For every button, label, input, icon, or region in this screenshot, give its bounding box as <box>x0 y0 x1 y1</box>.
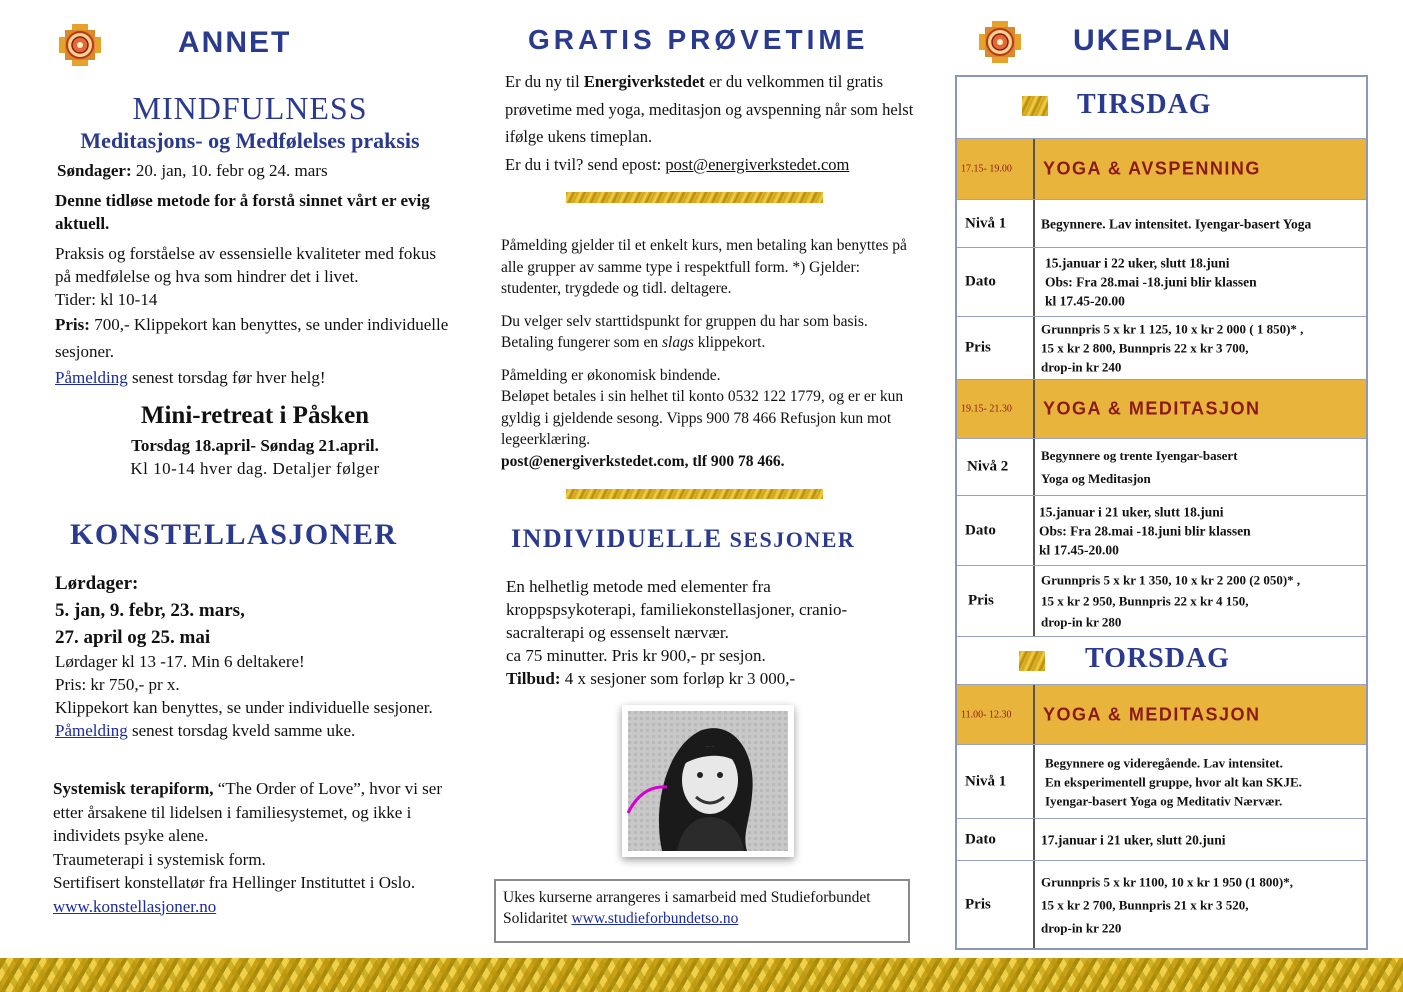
payment-p2 <box>501 311 916 354</box>
price-value: Grunnpris 5 x kr 1 125, 10 x kr 2 000 ( 1 850)* , 15 x kr 2 800, Bunnpris 22 x kr 3 700, drop-in kr 240 <box>1041 321 1304 375</box>
gratis-intro <box>505 68 915 178</box>
konst-klippekort: Klippekort kan benyttes, se under individuelle sesjoner. <box>55 698 433 717</box>
systemic-label: Systemisk terapiform, <box>53 779 214 798</box>
date-row <box>957 819 1366 861</box>
konstellasjoner-link[interactable]: www.konstellasjoner.no <box>53 896 217 916</box>
level-value: Begynnere. Lav intensitet. Iyengar-basert Yoga <box>1041 216 1312 231</box>
doubt-text: Er du i tvil? send epost: <box>505 154 666 174</box>
payment-p3: Påmelding er økonomisk bindende. Beløpet betales i sin helhet til konto 0532 122 1779, og er er kun gyldig i gjeldende sesong. Vipps 900 78 466 Refusjon kun mot legeerklæring. <box>501 366 904 448</box>
day-pattern-icon <box>1019 651 1045 671</box>
retreat-title: Mini-retreat i Påsken <box>140 402 370 429</box>
payment-contact: post@energiverkstedet.com, tlf 900 78 466. <box>501 452 785 470</box>
date-value: 17.januar i 21 uker, slutt 20.juni <box>1041 832 1226 847</box>
price-row <box>957 861 1366 948</box>
signup-text: senest torsdag før hver helg! <box>127 368 326 387</box>
intro-brand: Energiverkstedet <box>583 72 705 91</box>
retreat-detail: Kl 10-14 hver dag. Detaljer følger <box>130 459 380 478</box>
date-value: 15.januar i 21 uker, slutt 18.juni Obs: Fra 28.mai -18.juni blir klassen kl 17.45-20.00 <box>1039 504 1251 557</box>
class-row-thursday-yoga-meditasjon <box>957 685 1366 745</box>
payment-p2c: klippekort. <box>693 334 766 351</box>
individuelle-body <box>506 575 851 690</box>
date-value: 15.januar i 22 uker, slutt 18.juni Obs: Fra 28.mai -18.juni blir klassen kl 17.45-20.00 <box>1045 255 1257 309</box>
date-label: Dato <box>965 522 996 538</box>
price-label: Pris <box>965 339 991 356</box>
footer-text: Ukes kurserne arrangeres i samarbeid med Studieforbundet Solidaritet <box>503 889 871 927</box>
gratis-heading: GRATIS PRØVETIME <box>528 24 869 55</box>
class-row-yoga-meditasjon <box>957 380 1366 439</box>
level-row <box>957 745 1366 819</box>
mindfulness-intro: Denne tidløse metode for å forstå sinnet vårt er evig aktuell. <box>55 191 430 233</box>
ukeplan-heading: UKEPLAN <box>1073 24 1233 57</box>
level-row <box>957 200 1366 248</box>
email-link[interactable]: post@energiverkstedet.com <box>665 154 850 174</box>
intro-c: er du velkommen til gratis prøvetime med yoga, meditasjon og avspenning når som helst ifølge ukens timeplan. <box>505 72 914 146</box>
konst-time: Lørdager kl 13 -17. Min 6 deltakere! <box>55 652 305 671</box>
days-label: Søndager: <box>57 161 132 180</box>
konst-price: Pris: kr 750,- pr x. <box>55 675 180 694</box>
saturdays-dates-2: 27. april og 25. mai <box>55 627 211 648</box>
konstellasjoner-title: KONSTELLASJONER <box>70 518 398 551</box>
date-label: Dato <box>965 831 996 847</box>
price-value: Grunnpris 5 x kr 1100, 10 x kr 1 950 (1 800)*, 15 x kr 2 700, Bunnpris 21 x kr 3 520, drop-in kr 220 <box>1041 874 1293 935</box>
divider-pattern <box>566 192 823 203</box>
indiv-description: En helhetlig metode med elementer fra kroppspsykoterapi, familiekonstellasjoner, cranio-sacralterapi og essenselt nærvær. <box>506 577 848 642</box>
retreat-dates: Torsdag 18.april- Søndag 21.april. <box>131 436 379 455</box>
mindfulness-times: Tider: kl 10-14 <box>55 290 158 309</box>
konstellasjoner-info <box>55 650 455 742</box>
payment-p1: Påmelding gjelder til et enkelt kurs, men betaling kan benyttes på alle grupper av samme type i respektfull form. *) Gjelder: studenter, trygdede og tidl. deltagere. <box>501 237 907 297</box>
saturdays-label: Lørdager: <box>55 573 139 594</box>
class-time: 17.15- 19.00 <box>961 163 1012 175</box>
date-row <box>957 248 1366 317</box>
indiv-title-b: SESJONER <box>722 527 856 552</box>
trauma-text: Traumeterapi i systemisk form. <box>53 849 266 869</box>
systemic-text: “The Order of Love”, hvor vi ser etter årsakene til lidelsen i familiesystemet, og ikke i individets psyke alene. <box>53 779 442 845</box>
level-label: Nivå 1 <box>965 773 1007 789</box>
tuesday-header <box>957 77 1366 139</box>
date-row <box>957 496 1366 566</box>
thursday-label: TORSDAG <box>1085 643 1230 674</box>
systemic-info <box>53 777 453 918</box>
tilbud-text: 4 x sesjoner som forløp kr 3 000,- <box>560 669 796 688</box>
date-label: Dato <box>965 273 996 290</box>
bottom-pattern-band <box>0 958 1403 992</box>
footer-box <box>494 879 910 943</box>
intro-a: Er du ny til <box>505 72 584 91</box>
class-name: YOGA & AVSPENNING <box>1043 158 1261 179</box>
level-value: Begynnere og videregående. Lav intensitet. En eksperimentell gruppe, hvor alt kan SKJE. Iyengar-basert Yoga og Meditativ Nærvær. <box>1045 755 1302 808</box>
konstellasjoner-dates <box>55 570 455 651</box>
portrait-photo <box>622 705 794 857</box>
days-value: 20. jan, 10. febr og 24. mars <box>131 161 328 180</box>
indiv-price: ca 75 minutter. Pris kr 900,- pr sesjon. <box>506 646 766 665</box>
level-label: Nivå 2 <box>967 458 1009 475</box>
price-label: Pris: <box>55 315 90 334</box>
konst-signup-link[interactable]: Påmelding <box>55 721 128 740</box>
saturdays-dates-1: 5. jan, 9. febr, 23. mars, <box>55 600 245 621</box>
cert-text: Sertifisert konstellatør fra Hellinger Instituttet i Oslo. <box>53 873 416 892</box>
level-row <box>957 439 1366 496</box>
mandala-logo-icon <box>55 20 105 70</box>
mindfulness-description: Praksis og forståelse av essensielle kvaliteter med fokus på medfølelse og hva som hindrer det i livet. <box>55 244 436 286</box>
schedule-table <box>955 75 1368 950</box>
tilbud-label: Tilbud: <box>506 669 561 688</box>
mindfulness-subtitle: Meditasjons- og Medfølelses praksis <box>80 128 420 153</box>
mindfulness-signup <box>55 366 455 389</box>
price-value: Grunnpris 5 x kr 1 350, 10 x kr 2 200 (2 050)* , 15 x kr 2 950, Bunnpris 22 x kr 4 150, drop-in kr 280 <box>1041 572 1301 630</box>
class-time: 19.15- 21.30 <box>961 403 1012 415</box>
payment-p2b: slags <box>661 334 694 351</box>
mindfulness-title: MINDFULNESS <box>132 90 368 126</box>
mindfulness-price <box>55 311 455 365</box>
divider-pattern-2 <box>566 489 823 499</box>
konst-signup <box>55 719 455 742</box>
level-label: Nivå 1 <box>965 215 1007 231</box>
mindfulness-days <box>57 161 328 181</box>
payment-info <box>501 235 916 472</box>
konst-signup-text: senest torsdag kveld samme uke. <box>127 721 356 740</box>
annet-heading: ANNET <box>178 26 292 59</box>
portrait-image <box>622 705 794 857</box>
studieforbundet-link[interactable]: www.studieforbundetso.no <box>571 910 739 927</box>
class-row-yoga-avspenning <box>957 139 1366 200</box>
mandala-logo-icon-2 <box>975 17 1025 67</box>
level-value: Begynnere og trente Iyengar-basert Yoga og Meditasjon <box>1041 448 1238 486</box>
day-pattern-icon <box>1022 96 1048 116</box>
individuelle-title <box>511 524 855 554</box>
price-label: Pris <box>968 592 994 609</box>
thursday-header <box>957 637 1366 685</box>
indiv-title-a: INDIVIDUELLE <box>511 524 723 553</box>
signup-link[interactable]: Påmelding <box>55 368 128 387</box>
tuesday-label: TIRSDAG <box>1077 89 1212 120</box>
mindfulness-body <box>55 242 455 389</box>
price-row <box>957 566 1366 637</box>
price-label: Pris <box>965 896 991 912</box>
price-row <box>957 317 1366 380</box>
payment-p2a: Du velger selv starttidspunkt for gruppen du har som basis. Betaling fungerer som en <box>501 312 868 351</box>
price-value: 700,- Klippekort kan benyttes, se under individuelle sesjoner. <box>55 315 449 361</box>
class-name: YOGA & MEDITASJON <box>1043 398 1261 419</box>
class-name: YOGA & MEDITASJON <box>1043 704 1261 724</box>
class-time: 11.00- 12.30 <box>961 709 1012 720</box>
